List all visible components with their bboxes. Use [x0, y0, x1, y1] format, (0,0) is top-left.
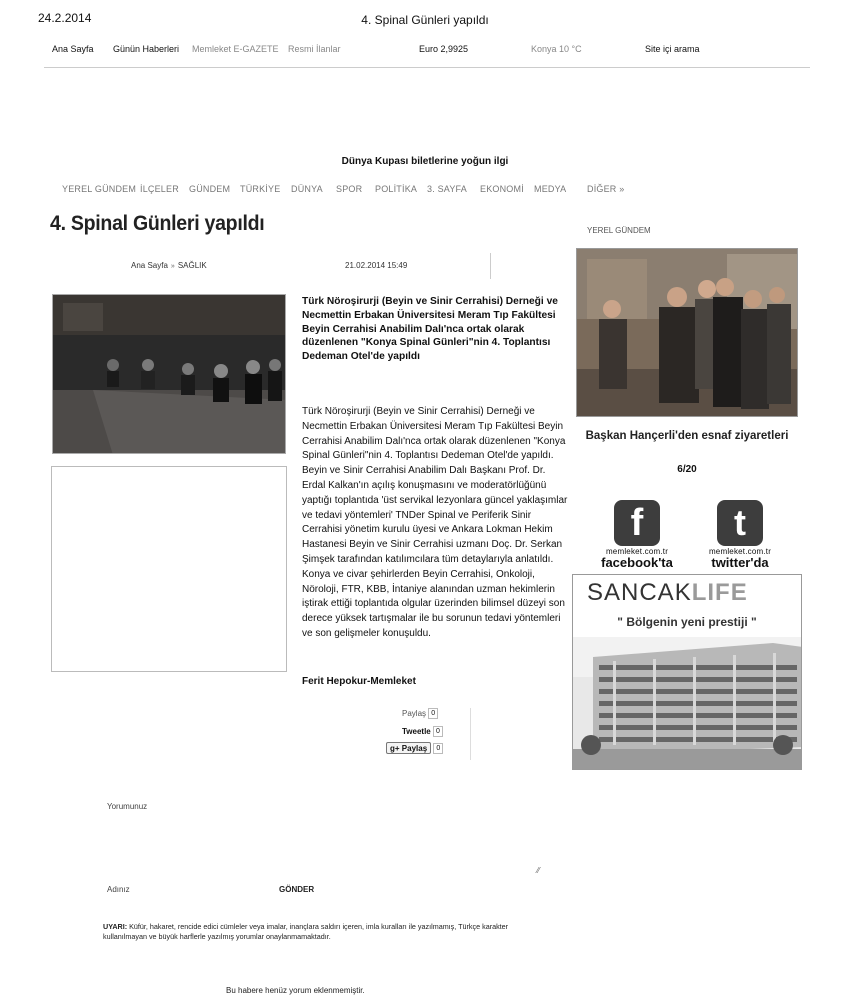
ad-brand	[587, 579, 748, 607]
share-divider	[470, 708, 471, 760]
crumb-section[interactable]: SAĞLIK	[177, 261, 207, 270]
tweet-button[interactable]	[402, 726, 443, 740]
facebook-follow[interactable]	[592, 500, 682, 569]
name-label: Adınız	[107, 885, 130, 894]
article-author: Ferit Hepokur-Memleket	[302, 676, 416, 687]
empty-ad-slot	[51, 466, 287, 672]
nav-item[interactable]: SPOR	[336, 184, 363, 194]
home-link[interactable]: Ana Sayfa	[52, 44, 94, 54]
building-illustration-icon	[573, 637, 802, 770]
ilanlar-link[interactable]: Resmi İlanlar	[288, 44, 341, 54]
nav-item[interactable]: 3. SAYFA	[427, 184, 467, 194]
sancak-life-ad[interactable]	[572, 574, 802, 770]
gplus-label: Paylaş	[401, 744, 428, 753]
ad-tagline: " Bölgenin yeni prestiji "	[617, 615, 757, 629]
tweet-count: 0	[433, 726, 443, 737]
gplus-count: 0	[433, 743, 443, 754]
nav-item[interactable]: POLİTİKA	[375, 184, 418, 194]
tweet-label[interactable]: Tweetle	[402, 727, 431, 736]
nav-item[interactable]: YEREL GÜNDEM	[62, 184, 137, 194]
facebook-share-count: 0	[428, 708, 438, 719]
crumb-home[interactable]: Ana Sayfa	[131, 261, 168, 270]
nav-item[interactable]: DİĞER »	[587, 184, 625, 194]
twitter-icon[interactable]: t	[717, 500, 763, 546]
ad-brand-part1: SANCAK	[587, 579, 692, 606]
article-lead: Türk Nöroşirurji (Beyin ve Sinir Cerrahisi) Derneği ve Necmettin Erbakan Üniversitesi Meram Tıp Fakültesi Beyin Cerrahisi Anabilim Dalı'nca ortak olarak düzenlenen "Konya Spinal Günleri"nin 4. Toplantısı Dedeman Otel'de yapıldı	[302, 296, 558, 363]
ad-brand-part2: LIFE	[691, 579, 748, 606]
twitter-text: twitter'da	[711, 555, 769, 570]
facebook-site: memleket.com.tr	[605, 547, 669, 556]
conference-photo-icon	[53, 295, 286, 454]
weather: Konya 10 °C	[531, 44, 582, 54]
nav-item[interactable]: MEDYA	[534, 184, 567, 194]
meta-divider	[490, 253, 491, 279]
breadcrumb	[131, 261, 207, 270]
submit-button[interactable]: GÖNDER	[279, 885, 315, 894]
nav-item[interactable]: DÜNYA	[291, 184, 323, 194]
facebook-share[interactable]	[402, 708, 438, 722]
slider-counter: 6/20	[677, 464, 697, 475]
sidebar-caption[interactable]: Başkan Hançerli'den esnaf ziyaretleri	[585, 430, 789, 442]
news-link[interactable]: Günün Haberleri	[113, 44, 180, 54]
no-comments-text: Bu habere henüz yorum eklenmemiştir.	[226, 986, 365, 995]
facebook-icon[interactable]: f	[614, 500, 660, 546]
warning-text: Küfür, hakaret, rencide edici cümleler veya imalar, inançlara saldırı içeren, imla kuralları ile yazılmamış, Türkçe karakter kullanılmayan ve büyük harflerle yazılmış yorumlar onaylanmamaktadır.	[103, 922, 509, 941]
site-search[interactable]: Site içi arama	[645, 44, 700, 54]
comment-warning	[103, 922, 523, 942]
facebook-share-label[interactable]: Paylaş	[402, 709, 427, 718]
top-divider	[44, 67, 810, 68]
nav-item[interactable]: TÜRKİYE	[240, 184, 281, 194]
print-title: 4. Spinal Günleri yapıldı	[361, 13, 489, 27]
article-headline: 4. Spinal Günleri yapıldı	[50, 212, 265, 235]
facebook-text: facebook'ta	[601, 555, 673, 570]
gplus-icon: g+	[390, 744, 400, 753]
top-bar	[0, 44, 850, 60]
sidebar-section-label: YEREL GÜNDEM	[587, 226, 651, 235]
print-date: 24.2.2014	[38, 11, 92, 25]
article-body: Türk Nöroşirurji (Beyin ve Sinir Cerrahisi) Derneği ve Necmettin Erbakan Üniversitesi Meram Tıp Fakültesi Beyin Cerrahisi Anabilim Dalı'nca ortak olarak düzenlenen "Konya Spinal Günleri"nin 4. Toplantısı Dedeman Otel'de yapıldı. Beyin ve Sinir Cerrahisi Anabilim Dalı Başkanı Prof. Dr. Erdal Kalkan'ın açılış konuşmasını ve moderatörlüğünü yaptığı toplantıda 'üst servikal lezyonlara güncel yaklaşımlar ve tedavi yöntemleri' TNDer Spinal ve Periferik Sinir Cerrahisi yönetim kurulu üyesi ve Ankara Lokman Hekim Hastanesi Beyin ve Sinir Cerrahisi uzmanı Doç. Dr. Serkan Şimşek tarafından katılımcılara tüm detaylarıyla anlatıldı. Konya ve civar şehirlerden Beyin Cerrahisi, Onkoloji, Nöroloji, FTR, KBB, İntaniye alanından uzman hekimlerin iştirak ettiği toplantıda olgular üzerinden bilimsel düzeyi son derece yüksek tartışmalar ile bu sorunun tedavi yöntemleri ve son gelişmeler konuşuldu.	[302, 406, 568, 639]
currency-rate: Euro 2,9925	[419, 44, 469, 54]
name-input[interactable]	[140, 882, 270, 896]
nav-item[interactable]: GÜNDEM	[189, 184, 231, 194]
visit-photo-icon	[577, 249, 798, 417]
comment-textarea[interactable]	[105, 815, 547, 875]
egazete-link[interactable]: Memleket E-GAZETE	[192, 44, 279, 54]
nav-item[interactable]: EKONOMİ	[480, 184, 524, 194]
news-ticker[interactable]: Dünya Kupası biletlerine yoğun ilgi	[341, 156, 509, 167]
nav-item[interactable]: İLÇELER	[140, 184, 179, 194]
publish-date: 21.02.2014 15:49	[345, 261, 408, 270]
twitter-site: memleket.com.tr	[708, 547, 772, 556]
gplus-button[interactable]	[386, 742, 431, 754]
sidebar-photo[interactable]	[576, 248, 798, 417]
twitter-follow[interactable]	[695, 500, 785, 569]
comment-label: Yorumunuz	[107, 802, 148, 811]
crumb-arrow-icon: »	[170, 263, 175, 270]
resize-grip-icon[interactable]: ⁄⁄	[537, 866, 540, 875]
article-photo	[52, 294, 286, 454]
gplus-share[interactable]	[386, 742, 443, 756]
warning-title: UYARI:	[103, 922, 128, 931]
